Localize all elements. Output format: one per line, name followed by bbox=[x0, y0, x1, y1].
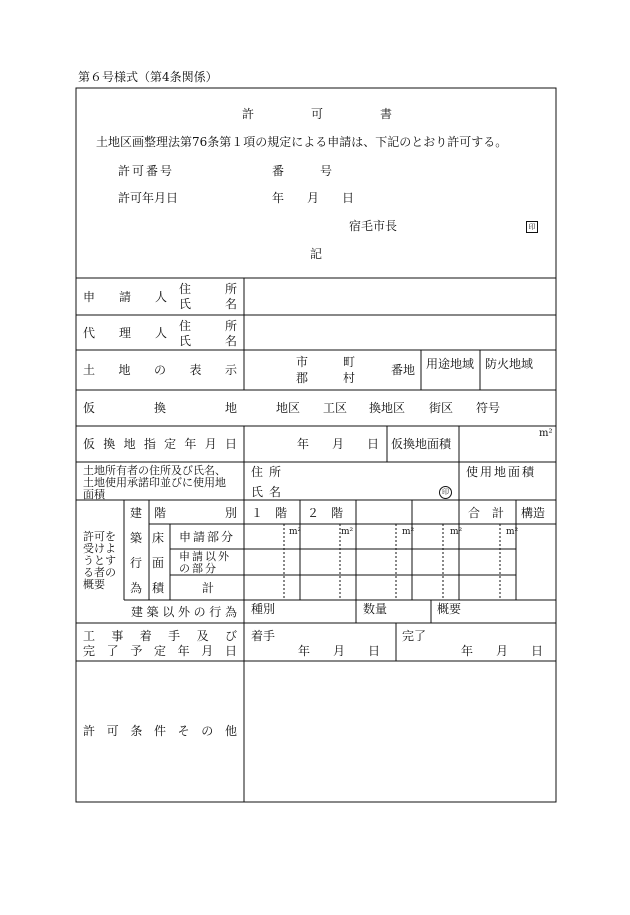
total-label: 合 計 bbox=[468, 506, 505, 520]
permit-number-suffix: 番 号 bbox=[272, 164, 333, 178]
document-title: 許 可 書 bbox=[242, 107, 392, 121]
gaiyou-label: 概要 bbox=[437, 602, 462, 616]
construction-label-2: 完 了 予 定 年 月 日 bbox=[83, 644, 237, 658]
construction-label-1: 工 事 着 手 及 び bbox=[83, 629, 237, 643]
construction-start-date: 年 月 日 bbox=[298, 644, 380, 658]
permit-number-label: 許可番号 bbox=[118, 164, 175, 178]
form-label: 第６号様式（第4条関係） bbox=[78, 70, 218, 84]
yuka-1: 床 bbox=[152, 531, 165, 545]
kari-area-label: 仮換地面積 bbox=[391, 437, 452, 451]
shubetsu-label: 種別 bbox=[251, 602, 276, 616]
applicant-label: 申 請 人 bbox=[83, 290, 167, 304]
conditions-label: 許 可 条 件 そ の 他 bbox=[83, 724, 237, 738]
floor2-label: ２ 階 bbox=[307, 506, 344, 520]
unit-floor4: m² bbox=[450, 527, 463, 537]
seal-mark: 印 bbox=[526, 221, 538, 233]
applicant-name-label: 氏 名 bbox=[179, 297, 237, 311]
land-gun: 郡 bbox=[296, 371, 309, 385]
kari-area-unit: m² bbox=[539, 428, 553, 439]
unit-total: m² bbox=[506, 527, 519, 537]
owner-address-label: 住所 bbox=[251, 465, 288, 479]
unit-floor3: m² bbox=[402, 527, 415, 537]
owner-seal-mark: 印 bbox=[439, 486, 452, 499]
agent-name-label: 氏 名 bbox=[179, 334, 237, 348]
overview-label-4: る者の bbox=[83, 566, 116, 579]
kari-label: 仮 換 地 bbox=[83, 401, 237, 415]
unit-floor2: m² bbox=[341, 527, 354, 537]
shinsei-label: 申請部分 bbox=[179, 530, 236, 544]
other-acts-label: 建 築 以 外 の 行 為 bbox=[131, 605, 237, 619]
land-shi: 市 bbox=[296, 355, 309, 369]
kei-label: 計 bbox=[202, 581, 215, 595]
floor1-label: １ 階 bbox=[251, 506, 288, 520]
kari-block: 街区 bbox=[429, 401, 454, 415]
construction-end-date: 年 月 日 bbox=[461, 644, 543, 658]
owner-label-line1: 土地所有者の住所及び氏名、 bbox=[83, 464, 226, 477]
kari-district: 地区 bbox=[276, 401, 301, 415]
land-label: 土 地 の 表 示 bbox=[83, 363, 237, 377]
igai-label-1: 申請以外 bbox=[179, 550, 231, 563]
owner-area-label: 使用地面積 bbox=[466, 465, 537, 479]
land-machi: 町 bbox=[343, 355, 356, 369]
kenchiku-4: 為 bbox=[130, 581, 143, 595]
owner-label-line3: 面積 bbox=[83, 488, 105, 501]
overview-label-1: 許可を bbox=[83, 530, 116, 543]
kari-kanchiku: 換地区 bbox=[369, 401, 406, 415]
owner-label-line2: 土地使用承諾印並びに使用地 bbox=[83, 476, 226, 489]
agent-label: 代 理 人 bbox=[83, 326, 167, 340]
kari-code: 符号 bbox=[476, 401, 501, 415]
unit-floor1: m² bbox=[289, 527, 302, 537]
kenchiku-2: 築 bbox=[130, 531, 143, 545]
kari-date-label: 仮 換 地 指 定 年 月 日 bbox=[83, 437, 237, 451]
bouka-label: 防火地域 bbox=[485, 357, 534, 371]
youto-label: 用途地域 bbox=[426, 357, 475, 371]
intro-text: 土地区画整理法第76条第１項の規定による申請は、下記のとおり許可する。 bbox=[96, 135, 508, 149]
kari-date-parts: 年 月 日 bbox=[297, 437, 379, 451]
yuka-2: 面 bbox=[152, 556, 165, 570]
kari-ward: 工区 bbox=[323, 401, 348, 415]
igai-label-2: の部分 bbox=[179, 562, 218, 575]
construction-start-label: 着手 bbox=[251, 629, 276, 643]
ki-label: 記 bbox=[310, 247, 323, 261]
permit-date-parts: 年 月 日 bbox=[272, 191, 354, 205]
suryou-label: 数量 bbox=[363, 602, 388, 616]
agent-address-label: 住 所 bbox=[179, 319, 237, 333]
overview-label-5: 概要 bbox=[83, 578, 105, 591]
construction-end-label: 完了 bbox=[402, 629, 427, 643]
land-banchi: 番地 bbox=[391, 363, 416, 377]
applicant-address-label: 住 所 bbox=[179, 282, 237, 296]
owner-name-label: 氏名 bbox=[251, 485, 288, 499]
permit-date-label: 許可年月日 bbox=[118, 191, 179, 205]
kai-label: 階 別 bbox=[154, 506, 237, 520]
overview-label-3: うとす bbox=[83, 554, 116, 567]
overview-label-2: 受けよ bbox=[83, 542, 116, 555]
kenchiku-1: 建 bbox=[130, 506, 143, 520]
land-mura: 村 bbox=[343, 371, 356, 385]
structure-label: 構造 bbox=[521, 506, 546, 520]
yuka-3: 積 bbox=[152, 581, 165, 595]
issuer: 宿毛市長 bbox=[349, 219, 398, 233]
kenchiku-3: 行 bbox=[130, 556, 143, 570]
